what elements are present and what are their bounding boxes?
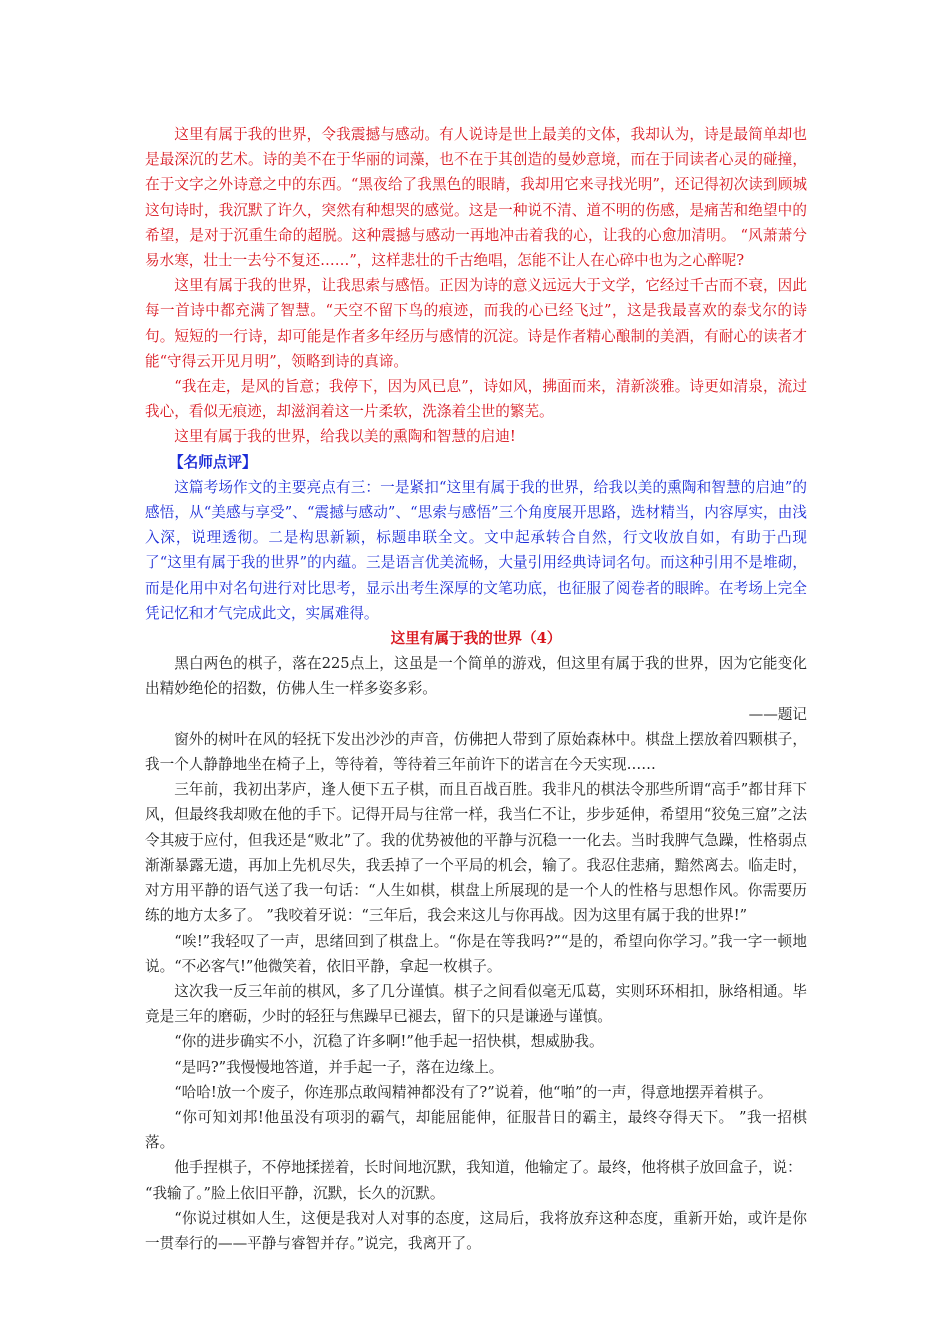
essay-title: 这里有属于我的世界（4） bbox=[390, 630, 562, 648]
story-paragraph: “你的进步确实不小，沉稳了许多啊!”他手起一招快棋，想威胁我。 bbox=[174, 1033, 604, 1051]
epigraph-sign: ——题记 bbox=[748, 705, 807, 723]
essay-paragraph: 这里有属于我的世界，让我思索与感悟。正因为诗的意义远远大于文学，它经过千古而不衰，因此每一首诗中都充满了智慧。“天空不留下鸟的痕迹，而我的心已经飞过”，这是我最喜欢的泰戈尔的诗句。短短的一行诗，却可能是作者多年经历与感情的沉淀。诗是作者精心酿制的美酒，有耐心的读者才能“守得云开见月明”，领略到诗的真谛。 bbox=[145, 277, 807, 370]
comment-heading: 【名师点评】 bbox=[169, 453, 257, 471]
story-paragraph: “哈哈!放一个废子，你连那点敢闯精神都没有了?”说着，他“啪”的一声，得意地摆弄着棋子。 bbox=[174, 1083, 773, 1101]
essay-paragraph: 这里有属于我的世界，令我震撼与感动。有人说诗是世上最美的文体，我却认为，诗是最简单却也是最深沉的艺术。诗的美不在于华丽的词藻，也不在于其创造的曼妙意境，而在于同读者心灵的碰撞，在于文字之外诗意之中的东西。“黑夜给了我黑色的眼睛，我却用它来寻找光明”，还记得初次读到顾城这句诗时，我沉默了许久，突然有种想哭的感觉。这是一种说不清、道不明的伤感，是痛苦和绝望中的希望，是对于沉重生命的超脱。这种震撼与感动一再地冲击着我的心，让我的心愈加清明。 “风萧萧兮易水寒，壮士一去兮不复还……”，这样悲壮的千古绝唱，怎能不让人在心碎中也为之心醉呢? bbox=[145, 126, 807, 270]
story-paragraph: “你可知刘邦!他虽没有项羽的霸气，却能屈能伸，征服昔日的霸主，最终夺得天下。 ”我一招棋落。 bbox=[145, 1108, 807, 1152]
epigraph: 黑白两色的棋子，落在225点上，这虽是一个简单的游戏，但这里有属于我的世界，因为它能变化出精妙绝伦的招数，仿佛人生一样多姿多彩。 bbox=[145, 655, 807, 698]
story-paragraph: “是吗?”我慢慢地答道，并手起一子，落在边缘上。 bbox=[174, 1058, 504, 1076]
story-paragraph: 窗外的树叶在风的轻抚下发出沙沙的声音，仿佛把人带到了原始森林中。棋盘上摆放着四颗棋子，我一个人静静地坐在椅子上，等待着，等待着三年前许下的诺言在今天实现…… bbox=[145, 730, 807, 774]
story-paragraph: 这次我一反三年前的棋风，多了几分谨慎。棋子之间看似毫无瓜葛，实则环环相扣，脉络相通。毕竟是三年的磨砺，少时的轻狂与焦躁早已褪去，留下的只是谦逊与谨慎。 bbox=[145, 982, 807, 1026]
essay-paragraph: 这里有属于我的世界，给我以美的熏陶和智慧的启迪! bbox=[174, 428, 516, 446]
story-paragraph: “我输了。”脸上依旧平静，沉默，长久的沉默。 bbox=[145, 1184, 445, 1202]
story-paragraph: 他手捏棋子，不停地揉搓着，长时间地沉默，我知道，他输定了。最终，他将棋子放回盒子，说： bbox=[174, 1159, 802, 1177]
story-paragraph: “你说过棋如人生，这便是我对人对事的态度，这局后，我将放弃这种态度，重新开始，或许是你一贯奉行的——平静与睿智并存。”说完，我离开了。 bbox=[145, 1209, 807, 1252]
story-paragraph: “唉!”我轻叹了一声，思绪回到了棋盘上。“你是在等我吗?”“是的，希望向你学习。”我一字一顿地说。“不必客气!”他微笑着，依旧平静，拿起一枚棋子。 bbox=[145, 932, 807, 975]
document-page bbox=[145, 122, 807, 1256]
comment-text: 这篇考场作文的主要亮点有三：一是紧扣“这里有属于我的世界，给我以美的熏陶和智慧的启迪”的感悟，从“美感与享受”、“震撼与感动”、“思索与感悟”三个角度展开思路，选材精当，内容厚实，由浅入深，说理透彻。二是构思新颖，标题串联全文。文中起承转合自然，行文收放自如，有助于凸现了“这里有属于我的世界”的内蕴。三是语言优美流畅，大量引用经典诗词名句。而这种引用不是堆砌，而是化用中对名句进行对比思考，显示出考生深厚的文笔功底，也征服了阅卷者的眼眸。在考场上完全凭记忆和才气完成此文，实属难得。 bbox=[145, 478, 807, 622]
story-paragraph: 三年前，我初出茅庐，逢人便下五子棋，而且百战百胜。我非凡的棋法令那些所谓“高手”都甘拜下风，但最终我却败在他的手下。记得开局与往常一样，我当仁不让，步步延伸，希望用“狡兔三窟”之法令其疲于应付，但我还是“败北”了。我的优势被他的平静与沉稳一一化去。当时我脾气急躁，性格弱点渐渐暴露无遗，再加上先机尽失，我丢掉了一个平局的机会，输了。我忍住悲痛，黯然离去。临走时，对方用平静的语气送了我一句话：“人生如棋，棋盘上所展现的是一个人的性格与思想作风。你需要历练的地方太多了。 ”我咬着牙说：“三年后，我会来这儿与你再战。因为这里有属于我的世界!” bbox=[145, 781, 807, 925]
essay-paragraph: “我在走，是风的旨意；我停下，因为风已息”，诗如风，拂面而来，清新淡雅。诗更如清泉，流过我心，看似无痕迹，却滋润着这一片柔软，洗涤着尘世的繁芜。 bbox=[145, 378, 807, 421]
